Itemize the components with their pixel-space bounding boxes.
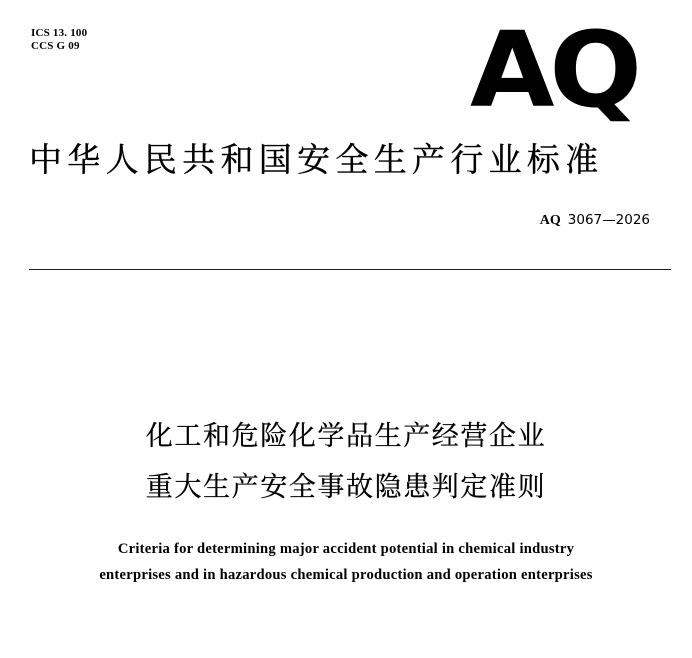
- ccs-code: CCS G 09: [31, 40, 80, 52]
- standard-number-prefix: AQ: [539, 213, 561, 228]
- standard-category-title: 中华人民共和国安全生产行业标准: [29, 140, 604, 179]
- document-title-en-line1: Criteria for determining major accident potential in chemical industry: [117, 541, 575, 557]
- standard-number-value: 3067—2026: [567, 212, 650, 228]
- document-title-en-line2: enterprises and in hazardous chemical production and operation enterprises: [99, 567, 593, 583]
- aq-logo: AQ: [470, 9, 637, 131]
- standard-number: [540, 211, 650, 230]
- ics-code: ICS 13. 100: [31, 27, 88, 39]
- document-title-cn-line1: 化工和危险化学品生产经营企业: [145, 421, 547, 452]
- document-title-cn-line2: 重大生产安全事故隐患判定准则: [145, 472, 547, 503]
- horizontal-rule: [29, 269, 671, 270]
